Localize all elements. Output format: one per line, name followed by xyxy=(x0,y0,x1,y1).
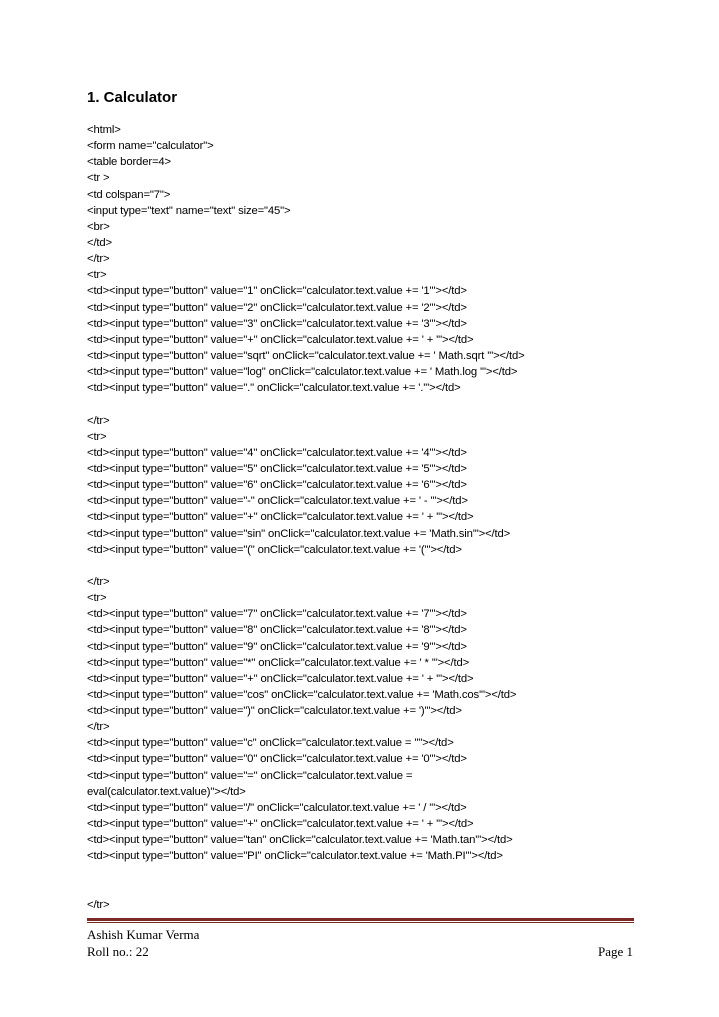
code-line: <td><input type="button" value="+" onClick="calculator.text.value += ' + '"></td> xyxy=(87,511,474,524)
footer-roll-number: Roll no.: 22 xyxy=(87,944,149,959)
code-line: <tr> xyxy=(87,430,107,443)
footer-divider xyxy=(87,918,634,923)
code-line: <html> xyxy=(87,124,121,136)
code-line: <td colspan="7"> xyxy=(87,188,171,201)
code-line: <td><input type="button" value="-" onClick="calculator.text.value += ' - '"></td> xyxy=(87,495,468,508)
code-line xyxy=(87,881,647,897)
code-line: <td><input type="button" value="5" onClick="calculator.text.value += '5'"></td> xyxy=(87,462,467,475)
code-line xyxy=(87,396,647,412)
code-line: <td><input type="button" value="sqrt" onClick="calculator.text.value += ' Math.sqrt '"></td> xyxy=(87,349,525,362)
code-line xyxy=(87,558,647,574)
code-line: </tr> xyxy=(87,253,110,266)
code-listing xyxy=(87,122,647,913)
code-line: <td><input type="button" value=")" onClick="calculator.text.value += ')'"></td> xyxy=(87,705,462,718)
footer-divider-thin xyxy=(87,922,634,923)
code-line: <td><input type="button" value="tan" onClick="calculator.text.value += 'Math.tan'"></td> xyxy=(87,834,513,847)
code-line: </td> xyxy=(87,236,113,249)
code-line: <td><input type="button" value="0" onClick="calculator.text.value += '0'"></td> xyxy=(87,753,467,766)
code-line: <td><input type="button" value="3" onClick="calculator.text.value += '3'"></td> xyxy=(87,317,467,330)
code-line: <tr> xyxy=(87,269,107,282)
code-line: <td><input type="button" value="*" onClick="calculator.text.value += ' * '"></td> xyxy=(87,656,470,669)
footer-author: Ashish Kumar Verma xyxy=(87,927,200,942)
code-line: <td><input type="button" value="(" onClick="calculator.text.value += '('"></td> xyxy=(87,543,462,556)
code-line: </tr> xyxy=(87,414,110,427)
code-line: <td><input type="button" value="+" onClick="calculator.text.value += ' + '"></td> xyxy=(87,333,474,346)
code-line: <td><input type="button" value="log" onClick="calculator.text.value += ' Math.log '"></td> xyxy=(87,366,518,379)
code-line: <br> xyxy=(87,220,110,233)
code-line: </tr> xyxy=(87,898,110,911)
code-line: <td><input type="button" value="9" onClick="calculator.text.value += '9'"></td> xyxy=(87,640,467,653)
code-line: <td><input type="button" value="+" onClick="calculator.text.value += ' + '"></td> xyxy=(87,672,474,685)
code-line: <td><input type="button" value="1" onClick="calculator.text.value += '1'"></td> xyxy=(87,285,467,298)
code-line: <td><input type="button" value="=" onClick="calculator.text.value = xyxy=(87,769,413,782)
code-line: eval(calculator.text.value)"></td> xyxy=(87,785,246,798)
code-line: <td><input type="button" value="4" onClick="calculator.text.value += '4'"></td> xyxy=(87,446,467,459)
code-line: <td><input type="button" value="c" onClick="calculator.text.value = ''"></td> xyxy=(87,737,454,750)
code-line: <td><input type="button" value="2" onClick="calculator.text.value += '2'"></td> xyxy=(87,301,467,314)
code-line: <td><input type="button" value="cos" onClick="calculator.text.value += 'Math.cos'"></td> xyxy=(87,688,517,701)
footer-divider-thick xyxy=(87,918,634,921)
code-line: <td><input type="button" value="6" onClick="calculator.text.value += '6'"></td> xyxy=(87,479,467,492)
code-line: <td><input type="button" value="PI" onClick="calculator.text.value += 'Math.PI'"></td> xyxy=(87,850,503,863)
code-line: <input type="text" name="text" size="45"> xyxy=(87,204,291,217)
section-heading: 1. Calculator xyxy=(87,89,178,106)
code-line: <td><input type="button" value="+" onClick="calculator.text.value += ' + '"></td> xyxy=(87,818,474,831)
code-line: <td><input type="button" value="7" onClick="calculator.text.value += '7'"></td> xyxy=(87,608,467,621)
code-line: </tr> xyxy=(87,721,110,734)
code-line: <form name="calculator"> xyxy=(87,140,214,153)
code-line: <tr> xyxy=(87,592,107,605)
code-line: <td><input type="button" value="sin" onClick="calculator.text.value += 'Math.sin'"></td> xyxy=(87,527,511,540)
code-line: <td><input type="button" value="8" onClick="calculator.text.value += '8'"></td> xyxy=(87,624,467,637)
code-line xyxy=(87,864,647,880)
code-line: <td><input type="button" value="/" onClick="calculator.text.value += ' / '"></td> xyxy=(87,801,467,814)
code-line: </tr> xyxy=(87,575,110,588)
code-line: <td><input type="button" value="." onClick="calculator.text.value += '.'"></td> xyxy=(87,382,461,395)
footer-page-number: Page 1 xyxy=(597,944,633,959)
code-line: <tr > xyxy=(87,172,110,185)
code-line: <table border=4> xyxy=(87,156,171,169)
